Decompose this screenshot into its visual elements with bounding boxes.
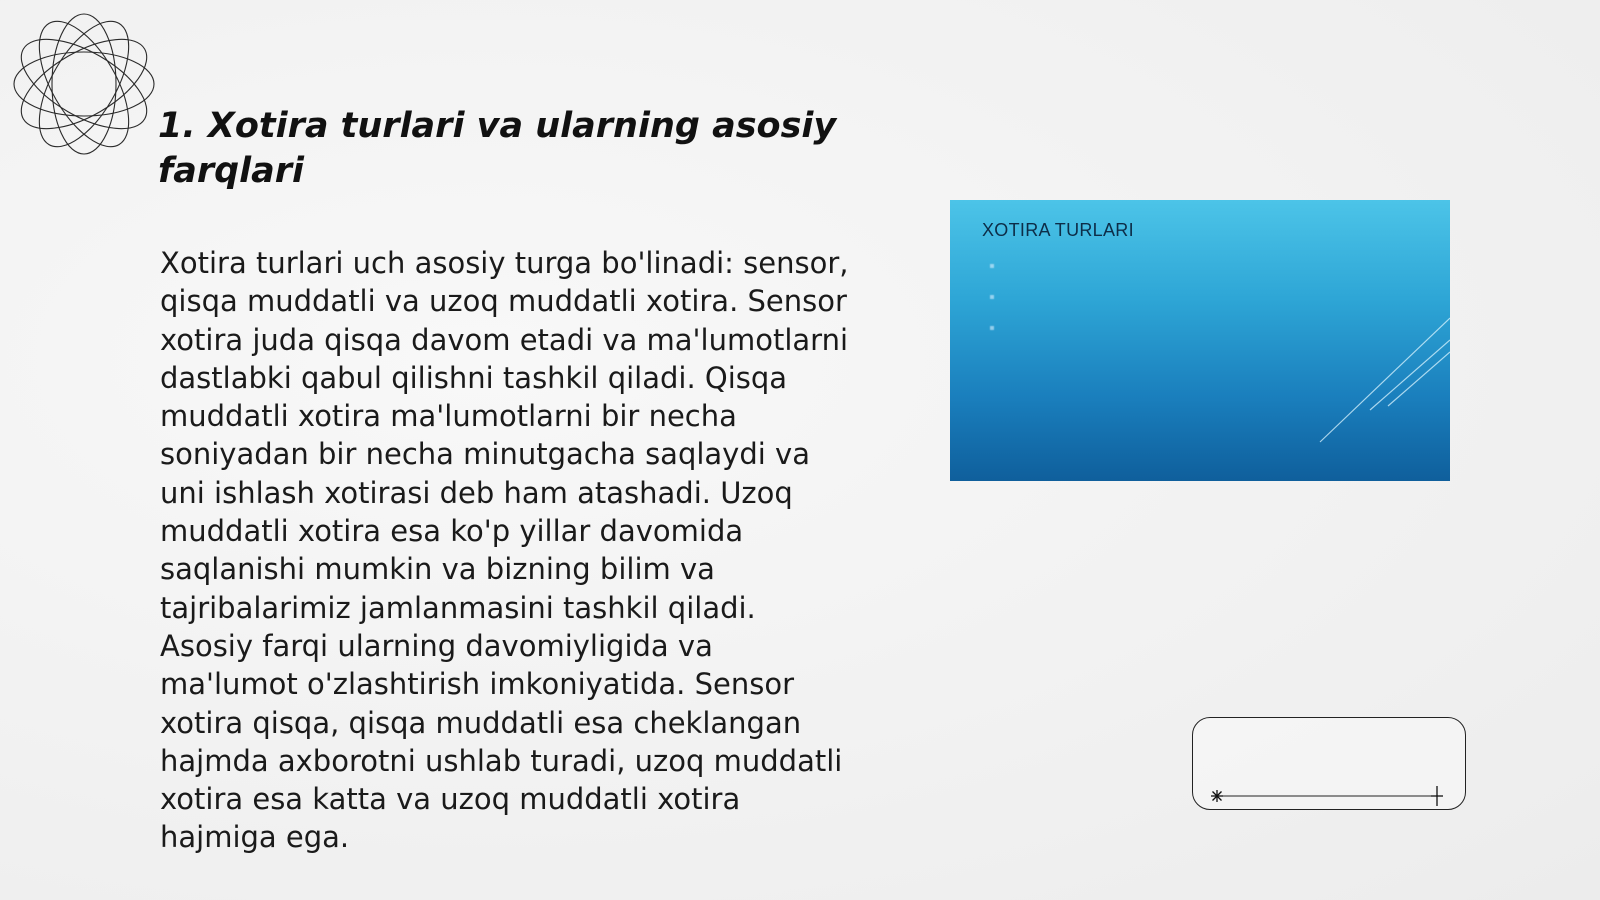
- thumbnail-bullet: [990, 287, 1310, 308]
- thumbnail-bullet-list: [990, 256, 1310, 349]
- embedded-slide-thumbnail: [950, 200, 1450, 481]
- cross-star-icon: [1431, 786, 1443, 806]
- light-streaks-decoration: [1310, 310, 1450, 450]
- widget-timeline-line: [1209, 786, 1449, 806]
- thumbnail-bullet: [990, 256, 1310, 277]
- sparkle-icon: [1211, 790, 1223, 802]
- slide-body-text: Xotira turlari uch asosiy turga bo'linadi: sensor, qisqa muddatli va uzoq muddatli xotira. Sensor xotira juda qisqa davom etadi va ma'lumotlarni dastlabki qabul qilishni tashkil qiladi. Qisqa muddatli xotira ma'lumotlarni bir necha soniyadan bir necha minutgacha saqlaydi va uni ishlash xotirasi deb ham atashadi. Uzoq muddatli xotira esa ko'p yillar davomida saqlanishi mumkin va bizning bilim va tajribalarimiz jamlanmasini tashkil qiladi. Asosiy farqi ularning davomiyligida va ma'lumot o'zlashtirish imkoniyatida. Sensor xotira qisqa, qisqa muddatli esa cheklangan hajmda axborotni ushlab turadi, uzoq muddatli xotira esa katta va uzoq muddatli xotira hajmiga ega.: [160, 246, 849, 855]
- decorative-rounded-box: [1192, 717, 1466, 810]
- orbit-rings-icon: [10, 10, 158, 158]
- slide-title: 1. Xotira turlari va ularning asosiy farqlari: [158, 106, 837, 191]
- thumbnail-bullet: [990, 318, 1310, 339]
- thumbnail-title: XOTIRA TURLARI: [982, 220, 1134, 240]
